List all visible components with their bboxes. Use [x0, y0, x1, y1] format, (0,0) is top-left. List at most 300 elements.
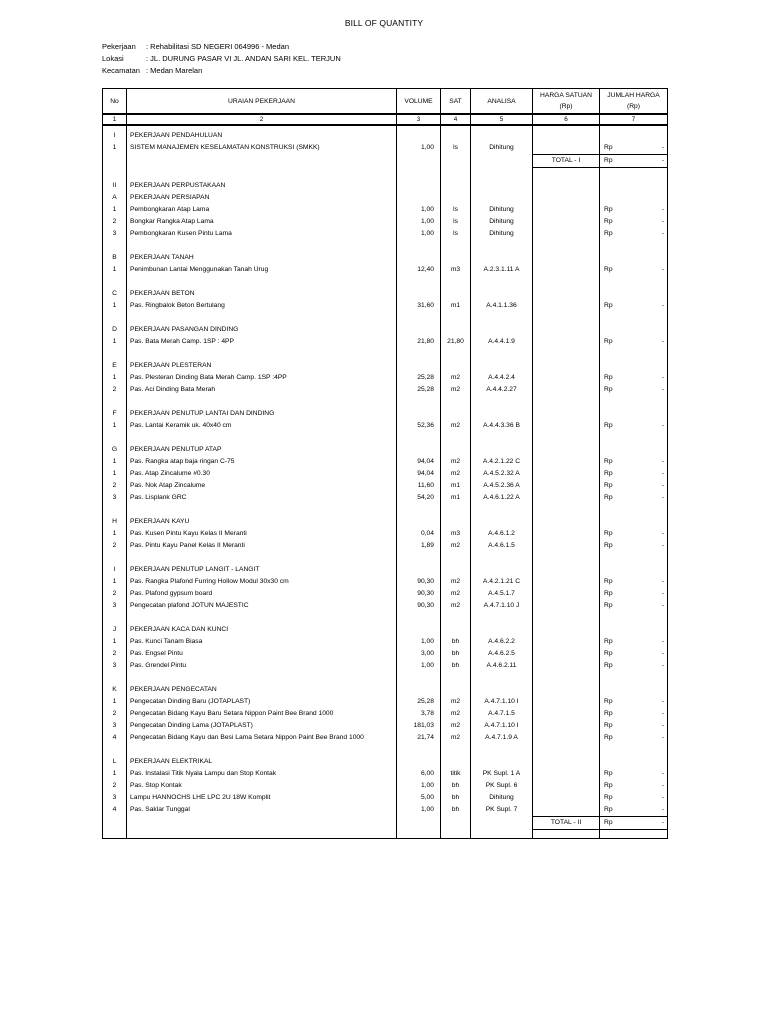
empty-cell	[441, 817, 471, 830]
currency-label: Rp	[604, 650, 613, 657]
table-row	[103, 204, 668, 216]
currency-label: Rp	[604, 230, 613, 237]
row-no: F	[103, 408, 127, 420]
empty-cell	[533, 348, 600, 360]
row-no: 4	[103, 732, 127, 744]
empty-cell	[397, 552, 441, 564]
empty-cell	[441, 564, 471, 576]
empty-cell	[533, 756, 600, 768]
row-volume: 94,04	[397, 468, 441, 480]
empty-cell	[127, 276, 397, 288]
empty-cell	[127, 552, 397, 564]
empty-cell	[103, 312, 127, 324]
currency-label: Rp	[604, 338, 613, 345]
empty-cell	[600, 612, 668, 624]
row-no: G	[103, 444, 127, 456]
row-unit: titik	[441, 768, 471, 780]
row-volume: 21,80	[397, 336, 441, 348]
table-row	[103, 720, 668, 732]
row-volume: 12,40	[397, 264, 441, 276]
row-description: Pengecatan plafond JOTUN MAJESTIC	[127, 600, 397, 612]
row-volume: 1,00	[397, 780, 441, 792]
row-unit: bh	[441, 660, 471, 672]
row-harga-satuan	[533, 204, 600, 216]
empty-cell	[533, 552, 600, 564]
row-no: B	[103, 252, 127, 264]
empty-cell	[600, 624, 668, 636]
row-volume: 25,28	[397, 696, 441, 708]
blank-row	[103, 504, 668, 516]
row-volume: 54,20	[397, 492, 441, 504]
empty-cell	[103, 155, 127, 168]
row-volume: 31,60	[397, 300, 441, 312]
empty-cell	[471, 288, 533, 300]
currency-label: Rp	[604, 470, 613, 477]
info-row-lokasi	[102, 53, 341, 65]
empty-cell	[471, 276, 533, 288]
amount-placeholder: -	[661, 470, 664, 477]
table-row	[103, 264, 668, 276]
empty-cell	[600, 432, 668, 444]
row-volume: 90,30	[397, 576, 441, 588]
row-unit: ls	[441, 216, 471, 228]
row-no: 1	[103, 420, 127, 432]
amount-placeholder: -	[661, 638, 664, 645]
empty-cell	[471, 360, 533, 372]
row-unit: ls	[441, 228, 471, 240]
row-unit: ls	[441, 204, 471, 216]
row-analisa: A.4.6.2.11	[471, 660, 533, 672]
row-analisa: Dihitung	[471, 142, 533, 155]
total-label: TOTAL - I	[533, 155, 600, 168]
amount-placeholder: -	[661, 218, 664, 225]
table-row	[103, 336, 668, 348]
currency-label: Rp	[604, 494, 613, 501]
row-harga-satuan	[533, 336, 600, 348]
table-row	[103, 384, 668, 396]
currency-label: Rp	[604, 722, 613, 729]
amount-placeholder: -	[661, 819, 664, 826]
empty-cell	[600, 288, 668, 300]
row-volume: 181,03	[397, 720, 441, 732]
amount-placeholder: -	[661, 578, 664, 585]
row-harga-satuan	[533, 600, 600, 612]
row-no: 2	[103, 708, 127, 720]
amount-placeholder: -	[661, 266, 664, 273]
info-label: Pekerjaan	[102, 42, 136, 51]
row-description: PEKERJAAN KACA DAN KUNCI	[127, 624, 397, 636]
table-row	[103, 540, 668, 552]
empty-cell	[127, 168, 397, 181]
row-no: 3	[103, 660, 127, 672]
row-no: 1	[103, 204, 127, 216]
empty-cell	[471, 432, 533, 444]
empty-cell	[471, 817, 533, 830]
row-no: 2	[103, 384, 127, 396]
amount-placeholder: -	[661, 542, 664, 549]
row-description: Pembongkaran Kusen Pintu Lama	[127, 228, 397, 240]
empty-cell	[127, 612, 397, 624]
info-value: : Medan Marelan	[146, 66, 203, 75]
row-analisa: Dihitung	[471, 204, 533, 216]
table-row	[103, 600, 668, 612]
row-no: E	[103, 360, 127, 372]
row-jumlah-harga	[600, 588, 668, 600]
row-harga-satuan	[533, 528, 600, 540]
row-analisa: PK Supl. 6	[471, 780, 533, 792]
empty-cell	[103, 744, 127, 756]
empty-cell	[441, 348, 471, 360]
table-row	[103, 732, 668, 744]
empty-cell	[471, 155, 533, 168]
row-jumlah-harga	[600, 216, 668, 228]
empty-cell	[103, 348, 127, 360]
empty-cell	[471, 312, 533, 324]
row-unit: m2	[441, 420, 471, 432]
empty-cell	[471, 192, 533, 204]
currency-label: Rp	[604, 302, 613, 309]
amount-placeholder: -	[661, 794, 664, 801]
row-volume: 21,74	[397, 732, 441, 744]
table-row	[103, 708, 668, 720]
row-jumlah-harga	[600, 720, 668, 732]
row-unit: bh	[441, 804, 471, 817]
row-description: Pengecatan Dinding Lama (JOTAPLAST)	[127, 720, 397, 732]
empty-cell	[441, 684, 471, 696]
empty-cell	[441, 252, 471, 264]
row-description: Pas. Kunci Tanam Biasa	[127, 636, 397, 648]
blank-row	[103, 672, 668, 684]
row-description: Pas. Stop Kontak	[127, 780, 397, 792]
row-harga-satuan	[533, 264, 600, 276]
row-jumlah-harga	[600, 636, 668, 648]
empty-cell	[471, 564, 533, 576]
currency-label: Rp	[604, 386, 613, 393]
blank-row	[103, 396, 668, 408]
table-row	[103, 660, 668, 672]
empty-cell	[471, 672, 533, 684]
row-no: II	[103, 180, 127, 192]
empty-cell	[397, 155, 441, 168]
row-volume: 1,00	[397, 216, 441, 228]
blank-row	[103, 168, 668, 181]
empty-cell	[533, 564, 600, 576]
row-harga-satuan	[533, 768, 600, 780]
row-analisa: A.4.6.2.5	[471, 648, 533, 660]
row-volume: 1,89	[397, 540, 441, 552]
empty-cell	[441, 360, 471, 372]
empty-cell	[533, 504, 600, 516]
row-volume: 3,78	[397, 708, 441, 720]
row-description: PEKERJAAN PASANGAN DINDING	[127, 324, 397, 336]
row-description: PEKERJAAN KAYU	[127, 516, 397, 528]
row-harga-satuan	[533, 792, 600, 804]
currency-label: Rp	[604, 770, 613, 777]
row-no: 2	[103, 480, 127, 492]
table-row	[103, 528, 668, 540]
empty-cell	[397, 744, 441, 756]
row-jumlah-harga	[600, 492, 668, 504]
row-description: Pas. Lantai Keramik uk. 40x40 cm	[127, 420, 397, 432]
row-analisa: A.4.7.1.9 A	[471, 732, 533, 744]
empty-cell	[471, 168, 533, 181]
total-row	[103, 817, 668, 830]
header-analisa: ANALISA	[471, 89, 533, 115]
row-volume: 3,00	[397, 648, 441, 660]
header-jumlah-harga-label: JUMLAH HARGA	[607, 92, 660, 99]
empty-cell	[533, 130, 600, 142]
empty-cell	[600, 444, 668, 456]
empty-cell	[441, 240, 471, 252]
row-harga-satuan	[533, 720, 600, 732]
row-description: Pas. Ringbalok Beton Bertulang	[127, 300, 397, 312]
row-jumlah-harga	[600, 600, 668, 612]
empty-cell	[441, 830, 471, 839]
header-no: No	[103, 89, 127, 115]
row-description: Pas. Kusen Pintu Kayu Kelas II Meranti	[127, 528, 397, 540]
section-row	[103, 360, 668, 372]
row-volume: 90,30	[397, 588, 441, 600]
currency-label: Rp	[604, 602, 613, 609]
column-number: 6	[533, 114, 600, 125]
amount-placeholder: -	[661, 722, 664, 729]
empty-cell	[397, 817, 441, 830]
row-no: 3	[103, 228, 127, 240]
row-description: SISTEM MANAJEMEN KESELAMATAN KONSTRUKSI (SMKK)	[127, 142, 397, 155]
row-jumlah-harga	[600, 204, 668, 216]
header-uraian: URAIAN PEKERJAAN	[127, 89, 397, 115]
row-analisa: A.4.6.1.5	[471, 540, 533, 552]
empty-cell	[397, 444, 441, 456]
empty-cell	[600, 756, 668, 768]
row-harga-satuan	[533, 696, 600, 708]
row-jumlah-harga	[600, 456, 668, 468]
empty-cell	[533, 744, 600, 756]
table-row	[103, 228, 668, 240]
currency-label: Rp	[604, 218, 613, 225]
row-analisa: A.4.5.2.32 A	[471, 468, 533, 480]
empty-cell	[533, 396, 600, 408]
currency-label: Rp	[604, 482, 613, 489]
row-no: 1	[103, 336, 127, 348]
empty-cell	[533, 516, 600, 528]
amount-placeholder: -	[661, 602, 664, 609]
amount-placeholder: -	[661, 458, 664, 465]
blank-row	[103, 612, 668, 624]
currency-label: Rp	[604, 542, 613, 549]
row-volume: 25,28	[397, 384, 441, 396]
blank-row	[103, 348, 668, 360]
row-unit: bh	[441, 792, 471, 804]
empty-cell	[600, 672, 668, 684]
currency-label: Rp	[604, 662, 613, 669]
row-unit: m2	[441, 576, 471, 588]
amount-placeholder: -	[661, 386, 664, 393]
row-description: Pas. Grendel Pintu	[127, 660, 397, 672]
row-volume: 1,00	[397, 804, 441, 817]
row-analisa: A.4.7.1.10 J	[471, 600, 533, 612]
row-description: Pas. Atap Zincalume #0.30	[127, 468, 397, 480]
empty-cell	[600, 348, 668, 360]
row-analisa: Dihitung	[471, 228, 533, 240]
row-harga-satuan	[533, 732, 600, 744]
row-no: C	[103, 288, 127, 300]
table-row	[103, 142, 668, 155]
row-unit: m2	[441, 732, 471, 744]
row-harga-satuan	[533, 372, 600, 384]
row-no: 1	[103, 456, 127, 468]
column-number: 1	[103, 114, 127, 125]
row-harga-satuan	[533, 492, 600, 504]
row-no: 3	[103, 600, 127, 612]
row-unit: m2	[441, 720, 471, 732]
row-harga-satuan	[533, 300, 600, 312]
row-harga-satuan	[533, 540, 600, 552]
currency-label: Rp	[604, 698, 613, 705]
row-analisa: A.4.4.2.4	[471, 372, 533, 384]
amount-placeholder: -	[661, 482, 664, 489]
empty-cell	[471, 830, 533, 839]
row-description: PEKERJAAN PENUTUP ATAP	[127, 444, 397, 456]
row-unit: m1	[441, 300, 471, 312]
table-row	[103, 216, 668, 228]
empty-cell	[397, 192, 441, 204]
row-no: 1	[103, 142, 127, 155]
empty-cell	[441, 444, 471, 456]
header-harga-satuan-label: HARGA SATUAN	[540, 92, 592, 99]
row-description: Penimbunan Lantai Menggunakan Tanah Urug	[127, 264, 397, 276]
total-row	[103, 155, 668, 168]
row-volume: 1,00	[397, 142, 441, 155]
empty-cell	[397, 516, 441, 528]
row-volume: 1,00	[397, 636, 441, 648]
row-description: Pas. Bata Merah Camp. 1SP : 4PP	[127, 336, 397, 348]
empty-cell	[127, 744, 397, 756]
row-unit: m2	[441, 384, 471, 396]
empty-cell	[441, 288, 471, 300]
row-harga-satuan	[533, 648, 600, 660]
currency-label: Rp	[604, 782, 613, 789]
row-description: PEKERJAAN PENUTUP LANGIT - LANGIT	[127, 564, 397, 576]
row-volume: 11,60	[397, 480, 441, 492]
info-value: : Rehabilitasi SD NEGERI 064996 - Medan	[146, 42, 289, 51]
empty-cell	[103, 612, 127, 624]
empty-cell	[397, 240, 441, 252]
section-row	[103, 684, 668, 696]
row-unit: m3	[441, 528, 471, 540]
amount-placeholder: -	[661, 662, 664, 669]
row-no: 2	[103, 216, 127, 228]
row-no: 1	[103, 696, 127, 708]
empty-cell	[397, 830, 441, 839]
row-unit: 21,80	[441, 336, 471, 348]
empty-cell	[441, 612, 471, 624]
info-label: Kecamatan	[102, 66, 140, 75]
amount-placeholder: -	[661, 782, 664, 789]
row-jumlah-harga	[600, 696, 668, 708]
row-harga-satuan	[533, 468, 600, 480]
column-number: 4	[441, 114, 471, 125]
info-row-pekerjaan	[102, 41, 341, 53]
empty-cell	[397, 180, 441, 192]
section-row	[103, 288, 668, 300]
empty-cell	[441, 130, 471, 142]
empty-cell	[397, 288, 441, 300]
row-analisa: A.4.6.2.2	[471, 636, 533, 648]
amount-placeholder: -	[661, 650, 664, 657]
row-unit: m2	[441, 456, 471, 468]
empty-cell	[127, 348, 397, 360]
currency-label: Rp	[604, 638, 613, 645]
empty-cell	[103, 240, 127, 252]
table-row	[103, 480, 668, 492]
empty-cell	[397, 756, 441, 768]
row-jumlah-harga	[600, 228, 668, 240]
row-no: 1	[103, 372, 127, 384]
row-no: 1	[103, 636, 127, 648]
empty-cell	[471, 744, 533, 756]
row-volume: 6,00	[397, 768, 441, 780]
empty-cell	[397, 564, 441, 576]
empty-cell	[127, 504, 397, 516]
row-analisa: A.4.7.1.10 I	[471, 720, 533, 732]
row-volume: 1,00	[397, 660, 441, 672]
table-row	[103, 636, 668, 648]
row-no: 1	[103, 768, 127, 780]
column-number: 2	[127, 114, 397, 125]
empty-cell	[441, 624, 471, 636]
row-harga-satuan	[533, 384, 600, 396]
empty-cell	[471, 612, 533, 624]
row-jumlah-harga	[600, 768, 668, 780]
empty-cell	[471, 396, 533, 408]
row-no: A	[103, 192, 127, 204]
row-jumlah-harga	[600, 468, 668, 480]
row-description: Pas. Pintu Kayu Panel Kelas II Meranti	[127, 540, 397, 552]
row-jumlah-harga	[600, 792, 668, 804]
empty-cell	[471, 180, 533, 192]
row-description: Pas. Plafond gypsum board	[127, 588, 397, 600]
row-unit: m2	[441, 540, 471, 552]
row-description: Pas. Engsel Pintu	[127, 648, 397, 660]
empty-cell	[441, 312, 471, 324]
row-no: 2	[103, 648, 127, 660]
row-unit: bh	[441, 636, 471, 648]
currency-label: Rp	[604, 266, 613, 273]
row-analisa: A.2.3.1.11 A	[471, 264, 533, 276]
table-row	[103, 804, 668, 817]
amount-placeholder: -	[661, 806, 664, 813]
empty-cell	[533, 612, 600, 624]
row-no: 3	[103, 792, 127, 804]
empty-cell	[600, 396, 668, 408]
empty-cell	[471, 324, 533, 336]
empty-cell	[441, 756, 471, 768]
amount-placeholder: -	[661, 206, 664, 213]
row-description: Pengecatan Bidang Kayu Baru Setara Nippon Paint Bee Brand 1000	[127, 708, 397, 720]
row-volume: 0,04	[397, 528, 441, 540]
row-volume: 94,04	[397, 456, 441, 468]
row-no: I	[103, 564, 127, 576]
empty-cell	[397, 252, 441, 264]
row-jumlah-harga	[600, 372, 668, 384]
table-row	[103, 696, 668, 708]
row-description: Pas. Nok Atap Zincalume	[127, 480, 397, 492]
amount-placeholder: -	[661, 770, 664, 777]
empty-cell	[103, 817, 127, 830]
empty-cell	[441, 276, 471, 288]
empty-cell	[103, 396, 127, 408]
